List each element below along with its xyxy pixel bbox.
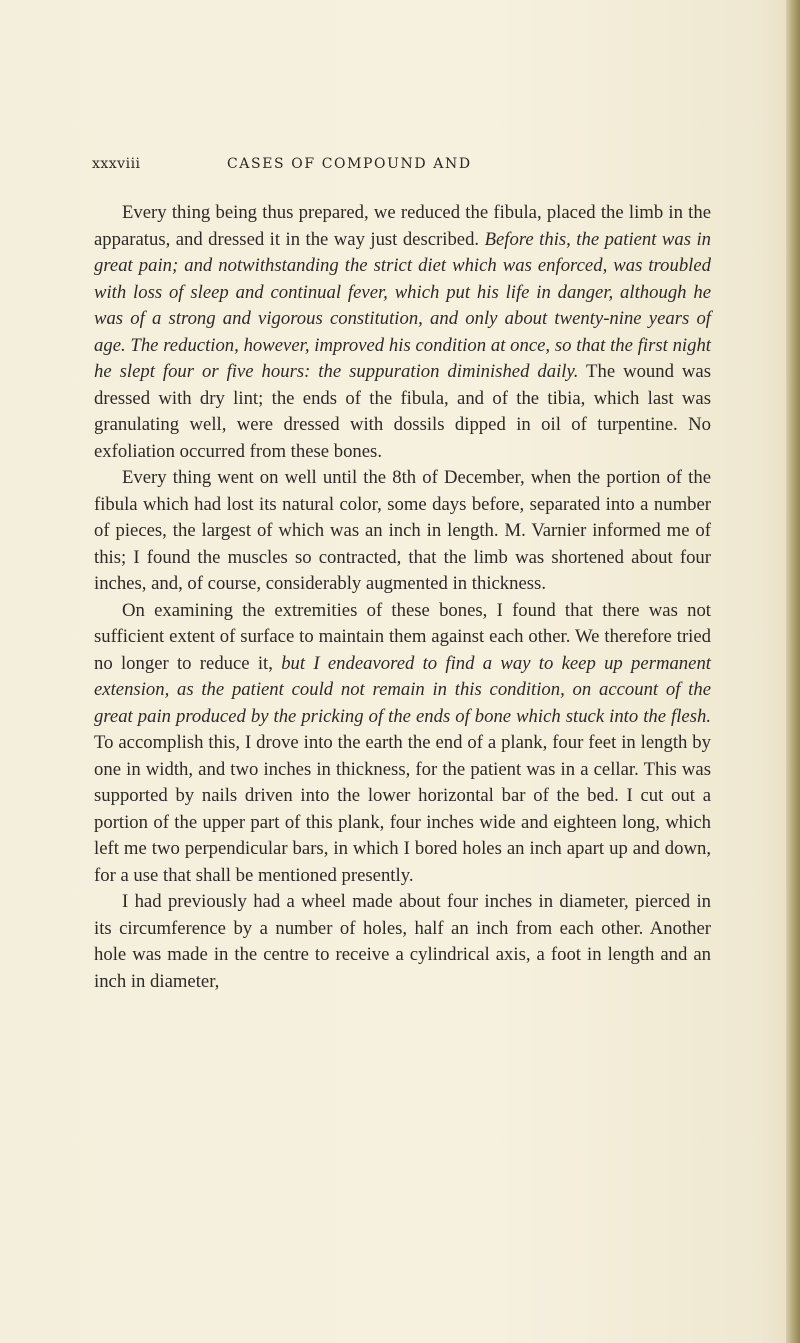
- page-edge-shadow: [786, 0, 800, 1343]
- paragraph-1: [94, 200, 711, 465]
- paragraph-1-roman-start: Every thing being thus prepared, we reduced the fibula, placed the limb in the apparatus, and dressed it in the way just described.: [94, 202, 711, 250]
- paragraph-3-roman-start: On examining the extremities of these bones, I found that there was not sufficient extent of surface to maintain them against each other. We therefore tried no longer to reduce it,: [94, 599, 711, 674]
- paragraph-4: I had previously had a wheel made about four inches in diameter, pierced in its circumference by a number of holes, half an inch from each other. Another hole was made in the centre to receive a cylindrical axis, a foot in length and an inch in diameter,: [94, 891, 711, 992]
- paragraph-3: [94, 598, 711, 890]
- paragraph-1-roman-end: The wound was dressed with dry lint; the ends of the fibula, and of the tibia, which last was granulating well, were dressed with dossils dipped in oil of turpentine. No exfoliation occurred from these bones.: [94, 361, 711, 462]
- running-title: CASES OF COMPOUND AND: [227, 156, 472, 172]
- paragraph-3-roman-end: To accomplish this, I drove into the earth the end of a plank, four feet in length by one in width, and two inches in thickness, for the patient was in a cellar. This was supported by nails driven into the lower horizontal bar of the bed. I cut out a portion of the upper part of this plank, four inches wide and eighteen long, which left me two perpendicular bars, in which I bored holes an inch apart up and down, for a use that shall be mentioned presently.: [94, 732, 711, 886]
- body-text: [94, 200, 711, 995]
- running-header: [92, 156, 712, 180]
- paragraph-2: Every thing went on well until the 8th of December, when the portion of the fibula which had lost its natural color, some days before, separated into a number of pieces, the largest of which was an inch in length. M. Varnier informed me of this; I found the muscles so contracted, that the limb was shortened about four inches, and, of course, considerably augmented in thickness.: [94, 467, 711, 594]
- paragraph-1-italic: Before this, the patient was in great pain; and notwithstanding the strict diet which was enforced, was troubled with loss of sleep and continual fever, which put his life in danger, although he was of a strong and vigorous constitution, and only about twenty-nine years of age. The reduction, however, improved his condition at once, so that the first night he slept four or five hours: the suppuration diminished daily.: [94, 228, 711, 382]
- page-number: xxxviii: [92, 156, 141, 172]
- paragraph-3-italic: but I endeavored to find a way to keep up permanent extension, as the patient could not remain in this condition, on account of the great pain produced by the pricking of the ends of bone which stuck into the flesh.: [94, 652, 711, 727]
